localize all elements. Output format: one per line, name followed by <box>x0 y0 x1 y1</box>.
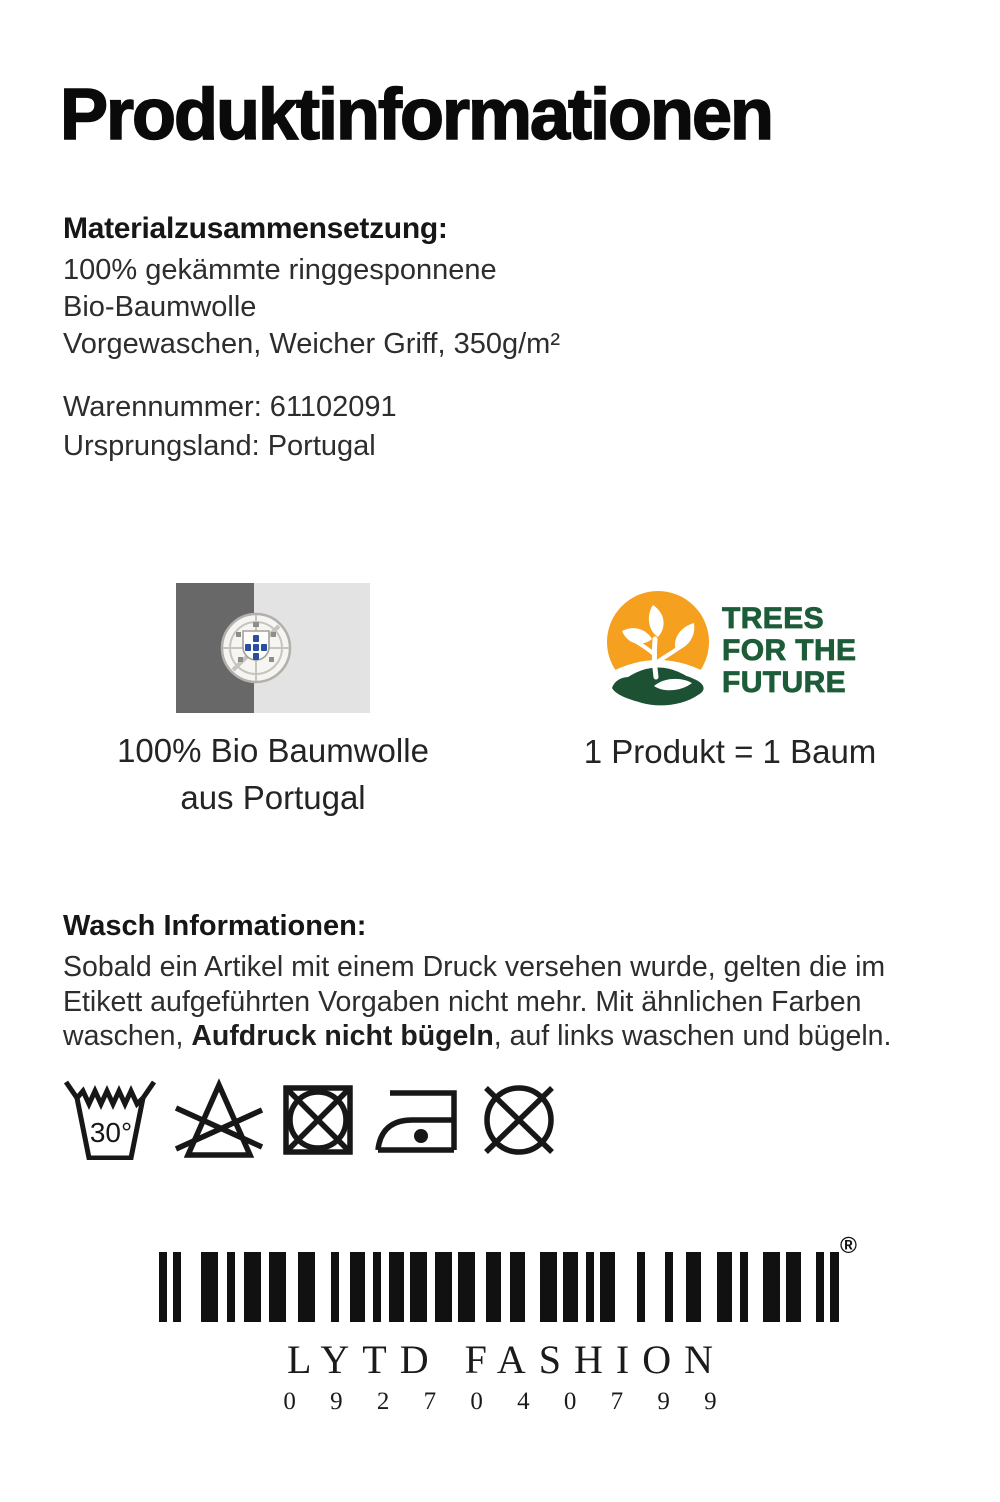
barcode-block <box>159 1232 857 1322</box>
barcode-bar <box>786 1252 801 1322</box>
iron-low-one-dot-icon <box>374 1078 460 1160</box>
wash-30-degrees-icon <box>60 1078 160 1160</box>
barcode-bar <box>763 1252 780 1322</box>
barcode-bar <box>350 1252 365 1322</box>
barcode-bar <box>830 1252 839 1322</box>
wash-temperature-label: 30° <box>89 1117 133 1148</box>
ursprungsland-text: Ursprungsland: Portugal <box>63 430 376 462</box>
do-not-dry-clean-icon <box>480 1078 558 1160</box>
barcode-bar <box>201 1252 218 1322</box>
barcode-bar <box>717 1252 732 1322</box>
do-not-tumble-dry-icon <box>282 1078 354 1160</box>
trees-wordmark-line1: TREES <box>722 602 825 635</box>
barcode-bar <box>373 1252 381 1322</box>
material-line: Bio-Baumwolle <box>63 291 257 323</box>
trees-wordmark-line2: FOR THE <box>722 634 857 667</box>
flag-caption <box>48 727 498 821</box>
page-title: Produktinformationen <box>60 75 772 155</box>
do-not-bleach-icon <box>174 1078 264 1160</box>
material-line: Vorgewaschen, Weicher Griff, 350g/m² <box>63 328 560 360</box>
wash-info-section <box>63 910 935 1054</box>
barcode-bar <box>458 1252 475 1322</box>
wash-heading: Wasch Informationen: <box>63 910 367 942</box>
barcode-bar <box>159 1252 167 1322</box>
barcode-bar <box>298 1252 315 1322</box>
barcode-bar <box>600 1252 615 1322</box>
barcode-bar <box>269 1252 286 1322</box>
trees-for-the-future-icon <box>602 589 714 709</box>
flag-caption-line2: aus Portugal <box>180 779 366 816</box>
barcode-bar <box>686 1252 701 1322</box>
portugal-coat-of-arms-icon <box>219 611 293 685</box>
barcode-bar <box>740 1252 748 1322</box>
brand-wordmark: LYTD FASHION <box>286 1337 727 1382</box>
material-line: 100% gekämmte ringgesponnene <box>63 254 497 286</box>
barcode-bar <box>586 1252 594 1322</box>
barcode-bar <box>331 1252 339 1322</box>
flag-caption-line1: 100% Bio Baumwolle <box>117 732 429 769</box>
barcode-bar <box>540 1252 557 1322</box>
trees-logo-wordmark <box>722 603 856 699</box>
barcode-bar <box>486 1252 501 1322</box>
barcode-bar <box>173 1252 181 1322</box>
barcode-bar <box>816 1252 824 1322</box>
care-symbols-row <box>60 1078 558 1160</box>
barcode-icon <box>159 1252 839 1322</box>
trees-wordmark-line3: FUTURE <box>722 666 847 699</box>
registered-trademark-icon: ® <box>840 1232 857 1258</box>
material-heading: Materialzusammensetzung: <box>63 212 448 245</box>
barcode-bar <box>410 1252 427 1322</box>
barcode-bar <box>389 1252 404 1322</box>
barcode-bar <box>227 1252 235 1322</box>
trees-caption: 1 Produkt = 1 Baum <box>583 733 877 770</box>
material-section <box>63 212 560 363</box>
portugal-flag-grayscale-icon <box>176 583 370 713</box>
barcode-bar <box>637 1252 645 1322</box>
brand-number: 0 9 2 7 0 4 0 7 9 9 <box>283 1388 731 1415</box>
barcode-bar <box>510 1252 525 1322</box>
barcode-bar <box>435 1252 452 1322</box>
warennummer-text: Warennummer: 61102091 <box>63 391 397 423</box>
product-ids-section <box>63 388 397 466</box>
wash-body: Sobald ein Artikel mit einem Druck versehen wurde, gelten die im Etikett aufgeführten Vorgaben nicht mehr. Mit ähnlichen Farben waschen, Aufdruck nicht bügeln, auf links waschen und bügeln. <box>63 951 892 1052</box>
barcode-bar <box>665 1252 673 1322</box>
barcode-bar <box>563 1252 578 1322</box>
barcode-bar <box>244 1252 261 1322</box>
